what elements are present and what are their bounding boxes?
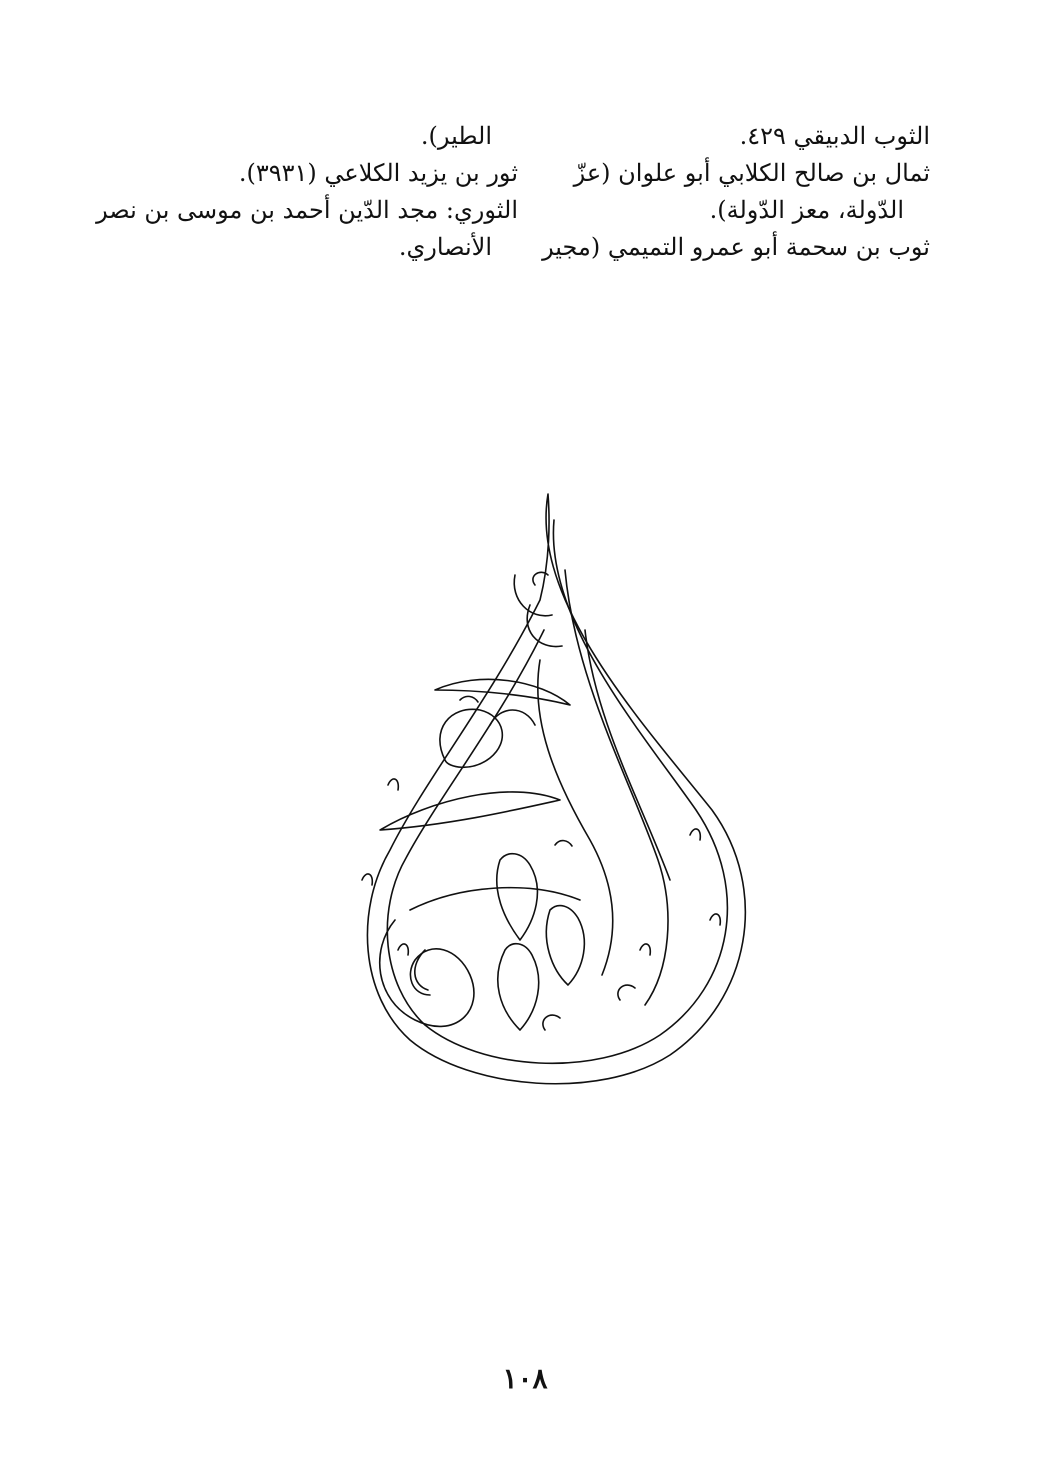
calligraphy-ornament [340, 480, 760, 1100]
index-entry-continuation: الأنصاري. [398, 233, 492, 261]
index-entry: ثوب بن سحمة أبو عمرو التميمي (مجير [542, 233, 930, 261]
index-entry-continuation: الطير). [420, 122, 492, 150]
index-entry: ثمال بن صالح الكلابي أبو علوان (عزّ [573, 159, 930, 187]
index-entry: الثوري: مجد الدّين أحمد بن موسى بن نصر [96, 196, 518, 224]
page-number: ١٠٨ [502, 1362, 548, 1395]
index-entry: ثور بن يزيد الكلاعي (٣٩٣١). [238, 159, 518, 187]
index-column-left [96, 118, 518, 266]
index-column-right [542, 118, 930, 266]
index-entry: الثوب الدبيقي ٤٢٩. [739, 122, 930, 150]
index-entry-continuation: الدّولة، معز الدّولة). [709, 196, 904, 224]
